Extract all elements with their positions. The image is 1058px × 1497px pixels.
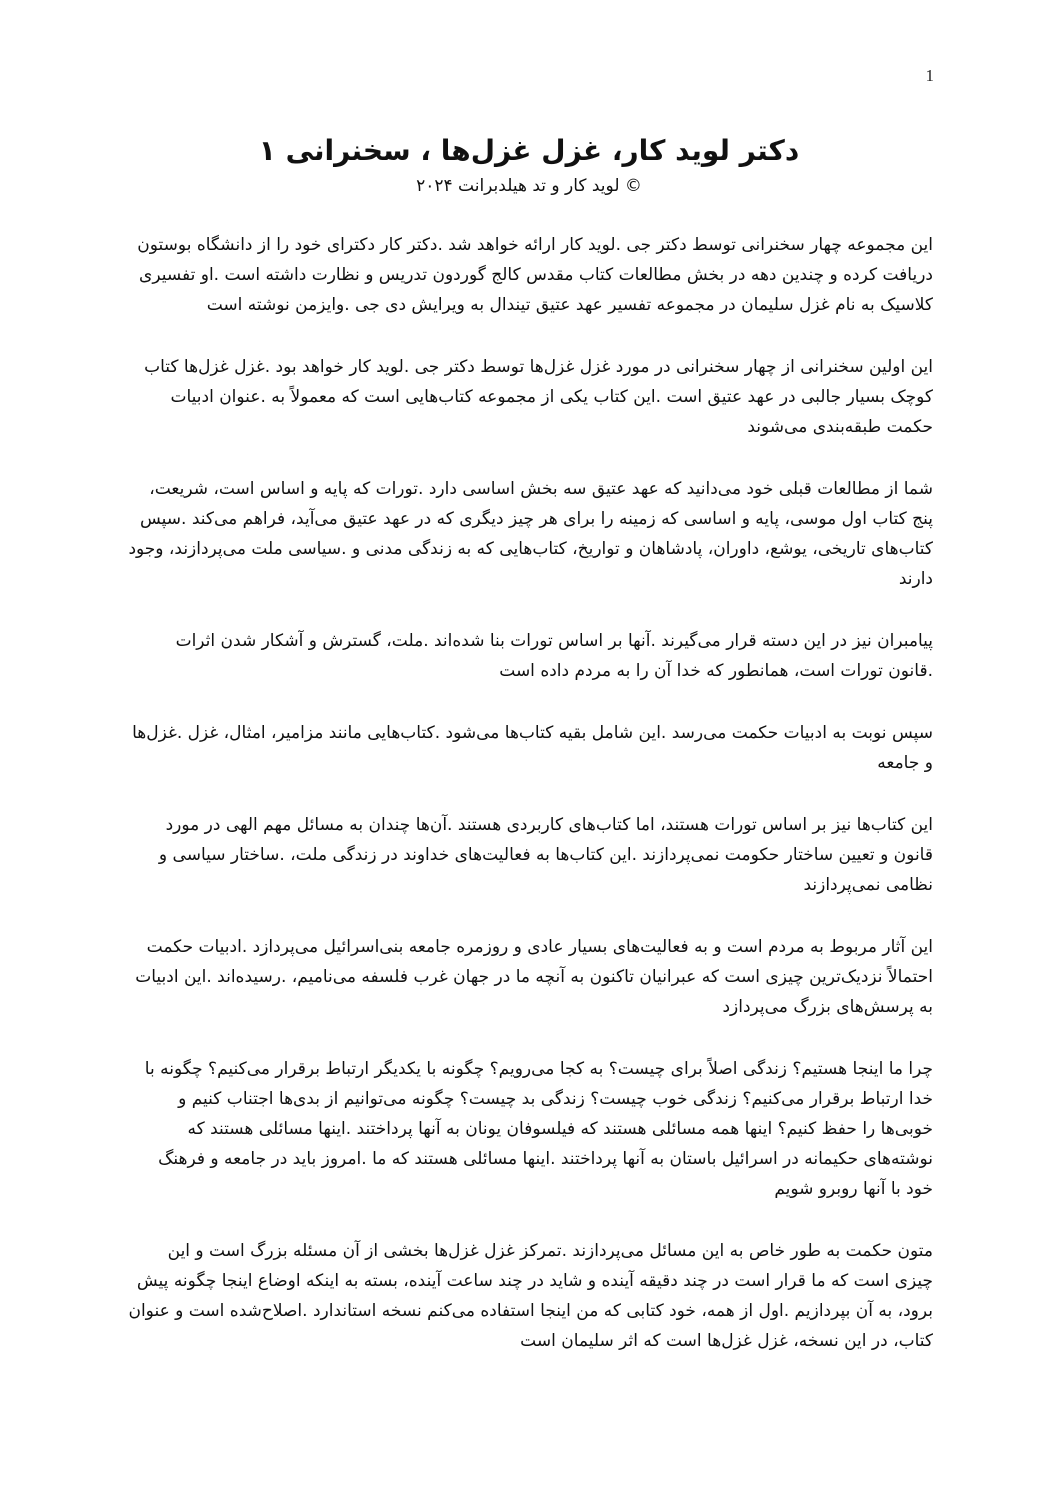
paragraph-9: متون حکمت به طور خاص به این مسائل می‌پردازند .تمرکز غزل غزل‌ها بخشی از آن مسئله بزرگ است و این چیزی است که ما قرار است در چند دقیقه آینده و شاید در چند ساعت آینده، بسته به اینکه اوضاع اینجا چگونه پیش برود، به آن بپردازیم .اول از همه، خود کتابی که من اینجا استفاده می‌کنم نسخه استاندارد .اصلاح‌شده است و عنوان کتاب، در این نسخه، غزل غزل‌ها است که اثر سلیمان است [128, 1241, 933, 1351]
copyright-line: © لوید کار و تد هیلدبرانت ۲۰۲۴ [416, 176, 642, 196]
document-body [127, 230, 933, 1388]
document-header [0, 128, 1058, 198]
page-number: 1 [925, 66, 934, 85]
paragraph-7: این آثار مربوط به مردم است و به فعالیت‌های بسیار عادی و روزمره جامعه بنی‌اسرائیل می‌پردازد .ادبیات حکمت احتمالاً نزدیک‌ترین چیزی است که عبرانیان تاکنون به آنچه ما در جهان غرب فلسفه می‌نامیم، .رسیده‌اند .این ادبیات به پرسش‌های بزرگ می‌پردازد [135, 937, 933, 1017]
paragraph-3: شما از مطالعات قبلی خود می‌دانید که عهد عتیق سه بخش اساسی دارد .تورات که پایه و اساس است، شریعت، پنج کتاب اول موسی، پایه و اساسی که زمینه را برای هر چیز دیگری که در عهد عتیق می‌آید، فراهم می‌کند .سپس کتاب‌های تاریخی، یوشع، داوران، پادشاهان و تواریخ، کتاب‌هایی که به زندگی مدنی و .سیاسی ملت می‌پردازند، وجود دارند [128, 479, 933, 589]
paragraph-5: سپس نوبت به ادبیات حکمت می‌رسد .این شامل بقیه کتاب‌ها می‌شود .کتاب‌هایی مانند مزامیر، امثال، غزل .غزل‌ها و جامعه [132, 723, 933, 773]
paragraph-1: این مجموعه چهار سخنرانی توسط دکتر جی .لوید کار ارائه خواهد شد .دکتر کار دکترای خود را از دانشگاه بوستون دریافت کرده و چندین دهه در بخش مطالعات کتاب مقدس کالج گوردون تدریس و نظارت داشته است .او تفسیری کلاسیک به نام غزل سلیمان در مجموعه تفسیر عهد عتیق تیندال به ویرایش دی جی .وایزمن نوشته است [137, 235, 933, 315]
paragraph-4: پیامبران نیز در این دسته قرار می‌گیرند .آنها بر اساس تورات بنا شده‌اند .ملت، گسترش و آشکار شدن اثرات .قانون تورات است، همانطور که خدا آن را به مردم داده است [175, 631, 933, 681]
paragraph-2: این اولین سخنرانی از چهار سخنرانی در مورد غزل غزل‌ها توسط دکتر جی .لوید کار خواهد بود .غزل غزل‌ها کتاب کوچک بسیار جالبی در عهد عتیق است .این کتاب یکی از مجموعه کتاب‌هایی است که معمولاً به .عنوان ادبیات حکمت طبقه‌بندی می‌شوند [144, 357, 933, 437]
paragraph-8: چرا ما اینجا هستیم؟ زندگی اصلاً برای چیست؟ به کجا می‌رویم؟ چگونه با یکدیگر ارتباط برقرار می‌کنیم؟ چگونه با خدا ارتباط برقرار می‌کنیم؟ زندگی خوب چیست؟ زندگی بد چیست؟ چگونه می‌توانیم از بدی‌ها اجتناب کنیم و خوبی‌ها را حفظ کنیم؟ اینها همه مسائلی هستند که فیلسوفان یونان به آنها پرداختند .اینها مسائلی هستند که نوشته‌های حکیمانه در اسرائیل باستان به آنها پرداختند .اینها مسائلی هستند که ما .امروز باید در جامعه و فرهنگ خود با آنها روبرو شویم [144, 1059, 933, 1199]
document-title: دکتر لوید کار، غزل غزل‌ها ، سخنرانی ۱ [258, 134, 800, 167]
paragraph-6: این کتاب‌ها نیز بر اساس تورات هستند، اما کتاب‌های کاربردی هستند .آن‌ها چندان به مسائل مهم الهی در مورد قانون و تعیین ساختار حکومت نمی‌پردازند .این کتاب‌ها به فعالیت‌های خداوند در زندگی ملت، .ساختار سیاسی و نظامی نمی‌پردازند [158, 815, 933, 895]
